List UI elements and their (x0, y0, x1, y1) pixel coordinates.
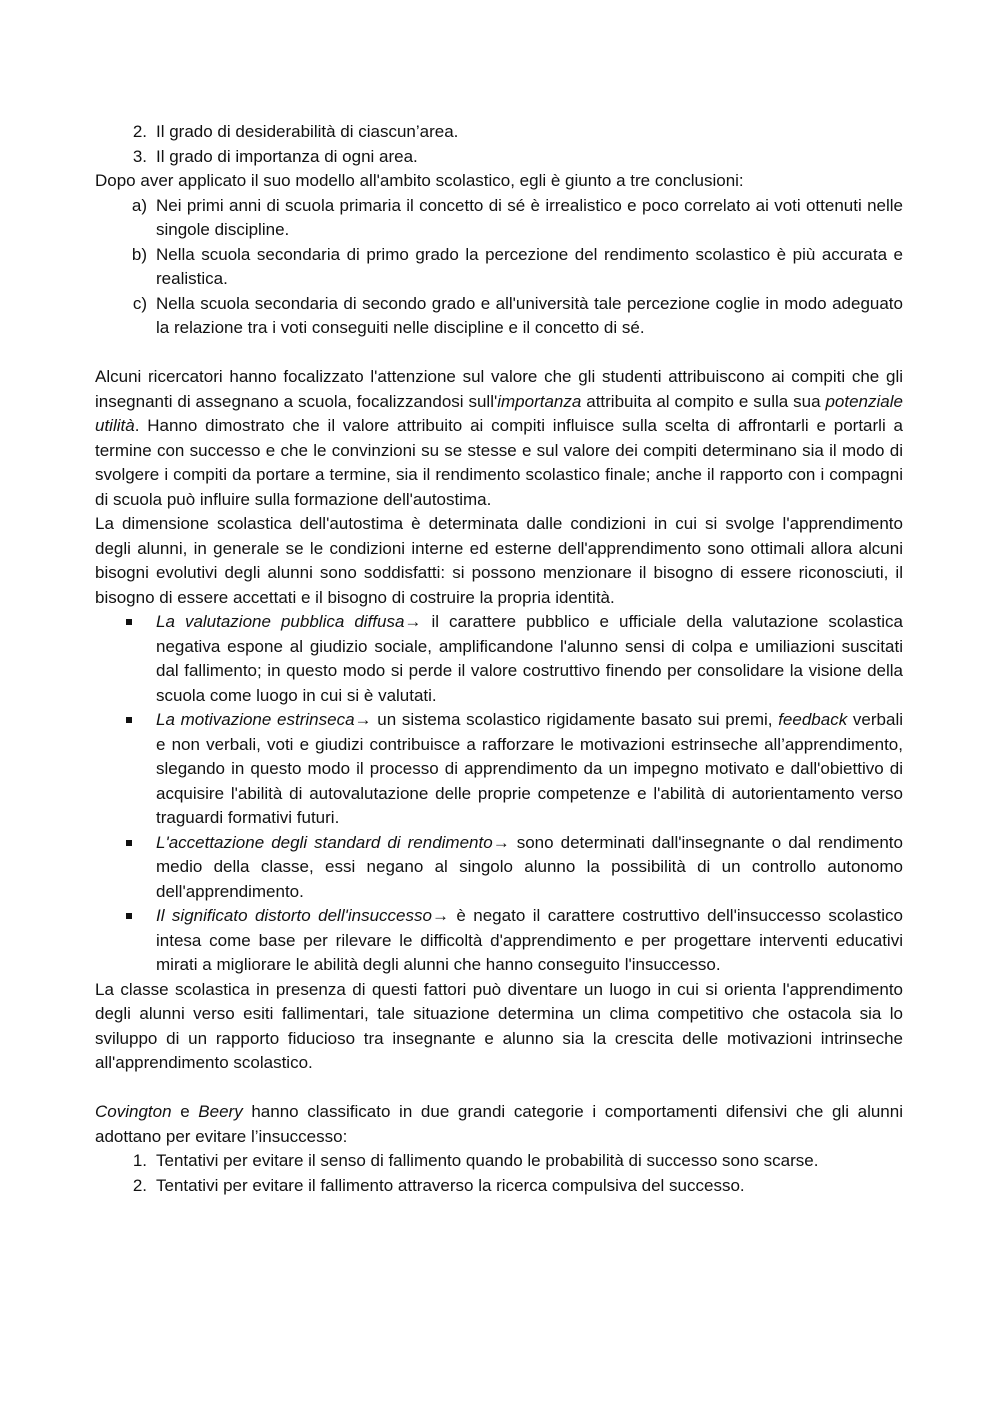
list-item-text: Tentativi per evitare il senso di fallimento quando le probabilità di successo sono scarse. (156, 1151, 819, 1170)
list-item (95, 145, 903, 170)
arrow-icon: → (354, 710, 372, 729)
bullet-text: è negato il carattere costruttivo dell'insuccesso scolastico intesa come base per rilevare le difficoltà d'apprendimento e per progettare interventi educativi mirati a migliorare le abilità degli alunni che hanno conseguito l'insuccesso. (156, 906, 903, 974)
emphasis-text: potenziale utilità (95, 391, 903, 435)
list-item-text: Nella scuola secondaria di primo grado la percezione del rendimento scolastico è più accurata e realistica. (156, 244, 903, 288)
bullet-text: il carattere pubblico e ufficiale della valutazione scolastica negativa espone al giudizio sociale, amplificandone l'alunno sensi di colpa e umiliazioni suscitati dal fallimento; in questo modo si perde il valore costruttivo finendo per consolidare la visione della scuola come luogo in cui si è valutati. (156, 612, 903, 705)
list-item-text: Il grado di importanza di ogni area. (156, 146, 418, 166)
list-item-text: Nei primi anni di scuola primaria il concetto di sé è irrealistico e poco correlato ai voti ottenuti nelle singole discipline. (156, 195, 903, 239)
square-bullet-icon (126, 717, 132, 723)
list-marker: 2. (132, 1175, 147, 1195)
square-bullet-icon (126, 619, 132, 625)
list-item (95, 120, 903, 145)
bullet-list-factors (95, 610, 903, 978)
bullet-item (95, 831, 903, 905)
arrow-icon: → (431, 906, 449, 925)
bullet-text: un sistema scolastico rigidamente basato sui premi, (371, 710, 779, 729)
text-run: attribuita al compito e sulla sua (581, 391, 826, 411)
list-marker: c) (132, 293, 147, 313)
bullet-term: Il significato distorto dell'insuccesso (156, 906, 432, 925)
bullet-item (95, 610, 903, 708)
paragraph-class: La classe scolastica in presenza di questi fattori può diventare un luogo in cui si orienta l'apprendimento degli alunni verso esiti fallimentari, tale situazione determina un clima competitivo che ostacola sia lo sviluppo di un rapporto fiducioso tra insegnante e alunno sia la crescita delle motivazioni intrinseche all'apprendimento scolastico. (95, 979, 903, 1072)
list-marker: 2. (132, 122, 147, 141)
square-bullet-icon (126, 913, 132, 919)
list-item-text: Tentativi per evitare il fallimento attraverso la ricerca compulsiva del successo. (156, 1175, 745, 1195)
list-item (95, 292, 903, 341)
author-name: Beery (198, 1102, 243, 1121)
list-marker: a) (131, 195, 147, 215)
paragraph-research (95, 365, 903, 512)
list-item (95, 243, 903, 292)
emphasis-text: feedback (778, 710, 848, 729)
bullet-term: L'accettazione degli standard di rendimento (156, 832, 493, 852)
bullet-item (95, 904, 903, 978)
bullet-item (95, 708, 903, 831)
emphasis-text: importanza (497, 391, 582, 411)
bullet-term: La valutazione pubblica diffusa (156, 612, 405, 631)
text-run: Alcuni ricercatori hanno focalizzato l'attenzione sul valore che gli studenti attribuiscono ai compiti che gli insegnanti di assegnano a scuola, focalizzandosi sull' (95, 367, 903, 411)
bullet-text: verbali e non verbali, voti e giudizi contribuisce a rafforzare le motivazioni estrinseche all’apprendimento, slegando in questo modo il processo di apprendimento da un impegno motivato e dall'obiettivo di acquisire l'abilità di autovalutazione delle proprie competenze e l'abilità di autorientamento verso traguardi formativi futuri. (156, 710, 903, 827)
arrow-icon: → (404, 612, 422, 631)
list-item (95, 1174, 903, 1199)
paragraph-covington (95, 1100, 903, 1149)
bullet-text: sono determinati dall'insegnante o dal rendimento medio della classe, essi negano al singolo alunno la possibilità di un controllo autonomo dell'apprendimento. (156, 832, 903, 901)
arrow-icon: → (492, 832, 510, 852)
list-item (95, 1149, 903, 1174)
numbered-list-behaviours (95, 1149, 903, 1198)
paragraph-model-intro: Dopo aver applicato il suo modello all'ambito scolastico, egli è giunto a tre conclusioni: (95, 171, 744, 190)
numbered-list-areas (95, 120, 903, 169)
list-marker: 1. (132, 1151, 147, 1170)
list-marker: 3. (132, 146, 147, 166)
list-item-text: Nella scuola secondaria di secondo grado e all'università tale percezione coglie in modo adeguato la relazione tra i voti conseguiti nelle discipline e il concetto di sé. (156, 293, 903, 337)
lettered-list-conclusions (95, 194, 903, 341)
author-name: Covington (95, 1102, 172, 1121)
text-run: . Hanno dimostrato che il valore attribuito ai compiti influisce sulla scelta di affrontarli e portarli a termine con successo e che le convinzioni su se stesse e sul valore dei compiti determinano sia il modo di svolgere i compiti da portare a termine, sia il rendimento scolastico finale; anche il rapporto con i compagni di scuola può influire sulla formazione dell'autostima. (95, 416, 903, 509)
paragraph-spacer (95, 1076, 903, 1101)
list-item-text: Il grado di desiderabilità di ciascun’area. (156, 122, 459, 141)
square-bullet-icon (126, 840, 132, 846)
bullet-term: La motivazione estrinseca (156, 710, 355, 729)
text-run: hanno classificato in due grandi categorie i comportamenti difensivi che gli alunni adottano per evitare l’insuccesso: (95, 1102, 903, 1146)
paragraph-dimension: La dimensione scolastica dell'autostima è determinata dalle condizioni in cui si svolge l'apprendimento degli alunni, in generale se le condizioni interne ed esterne dell'apprendimento sono ottimali allora alcuni bisogni evolutivi degli alunni sono soddisfatti: si possono menzionare il bisogno di essere riconosciuti, il bisogno di essere accettati e il bisogno di costruire la propria identità. (95, 514, 903, 607)
list-item (95, 194, 903, 243)
list-marker: b) (131, 244, 147, 264)
document-page (95, 120, 903, 1198)
paragraph-spacer (95, 341, 903, 366)
text-run: e (171, 1102, 199, 1121)
